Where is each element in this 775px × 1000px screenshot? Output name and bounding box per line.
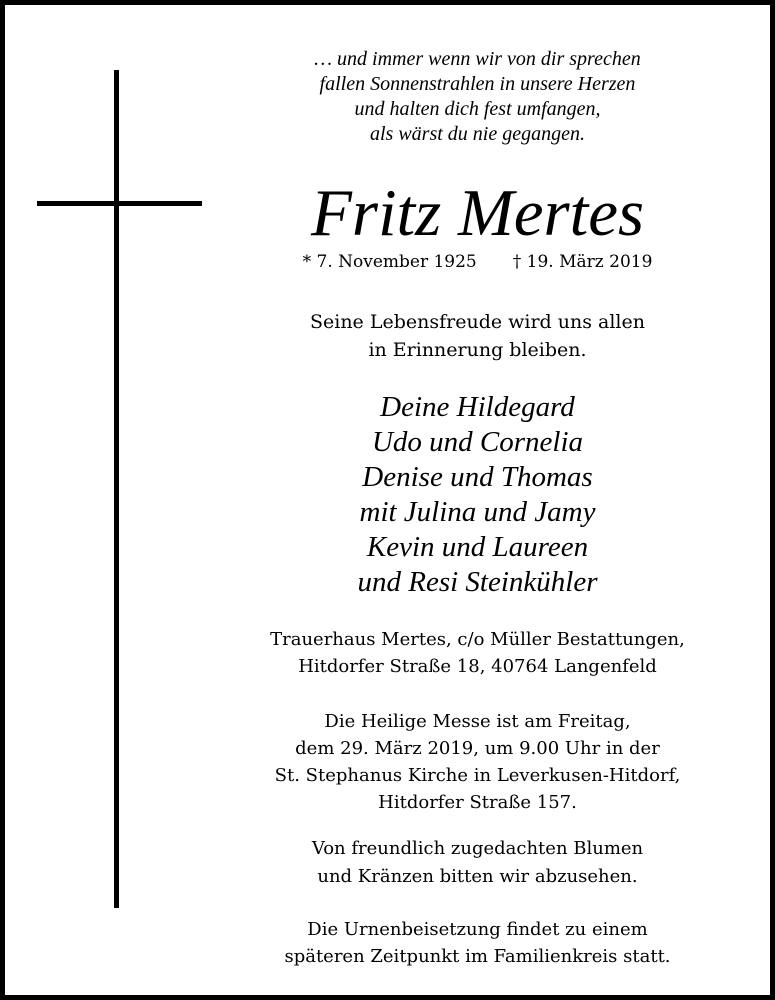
death-date: † 19. März 2019 bbox=[512, 252, 653, 272]
tribute-line: Seine Lebensfreude wird uns allen bbox=[309, 311, 645, 333]
opening-poem bbox=[215, 47, 740, 147]
urn-line: späteren Zeitpunkt im Familienkreis statt. bbox=[284, 946, 671, 967]
poem-line: und halten dich fest umfangen, bbox=[354, 98, 601, 120]
birth-date: * 7. November 1925 bbox=[302, 252, 477, 272]
address-line: Trauerhaus Mertes, c/o Müller Bestattungen, bbox=[270, 629, 685, 650]
mourning-address bbox=[215, 626, 740, 680]
tribute-line: in Erinnerung bleiben. bbox=[368, 339, 587, 361]
urn-burial-notice bbox=[215, 916, 740, 970]
deceased-name: Fritz Mertes bbox=[310, 176, 645, 250]
family-member: und Resi Steinkühler bbox=[357, 566, 598, 598]
urn-line: Die Urnenbeisetzung findet zu einem bbox=[307, 919, 648, 940]
poem-line: fallen Sonnenstrahlen in unsere Herzen bbox=[319, 73, 636, 95]
family-member: Kevin und Laureen bbox=[366, 531, 589, 563]
cross-vertical-bar bbox=[114, 70, 119, 908]
flowers-line: Von freundlich zugedachten Blumen bbox=[311, 838, 644, 859]
mass-line: dem 29. März 2019, um 9.00 Uhr in der bbox=[295, 738, 660, 759]
family-member: Udo und Cornelia bbox=[371, 426, 584, 458]
tribute-text bbox=[215, 308, 740, 364]
mass-line: St. Stephanus Kirche in Leverkusen-Hitdorf, bbox=[274, 765, 681, 786]
family-member: mit Julina und Jamy bbox=[359, 496, 596, 528]
mass-notice bbox=[215, 708, 740, 816]
mass-line: Die Heilige Messe ist am Freitag, bbox=[324, 711, 631, 732]
family-signatures bbox=[215, 390, 740, 600]
mass-line: Hitdorfer Straße 157. bbox=[378, 792, 577, 813]
address-line: Hitdorfer Straße 18, 40764 Langenfeld bbox=[298, 656, 657, 677]
cross-horizontal-bar bbox=[37, 201, 202, 206]
family-member: Deine Hildegard bbox=[380, 391, 575, 423]
flowers-notice bbox=[215, 835, 740, 891]
poem-line: als wärst du nie gegangen. bbox=[370, 123, 585, 145]
family-member: Denise und Thomas bbox=[362, 461, 593, 493]
poem-line: … und immer wenn wir von dir sprechen bbox=[314, 48, 641, 70]
life-dates bbox=[215, 251, 740, 273]
flowers-line: und Kränzen bitten wir abzusehen. bbox=[317, 866, 638, 887]
